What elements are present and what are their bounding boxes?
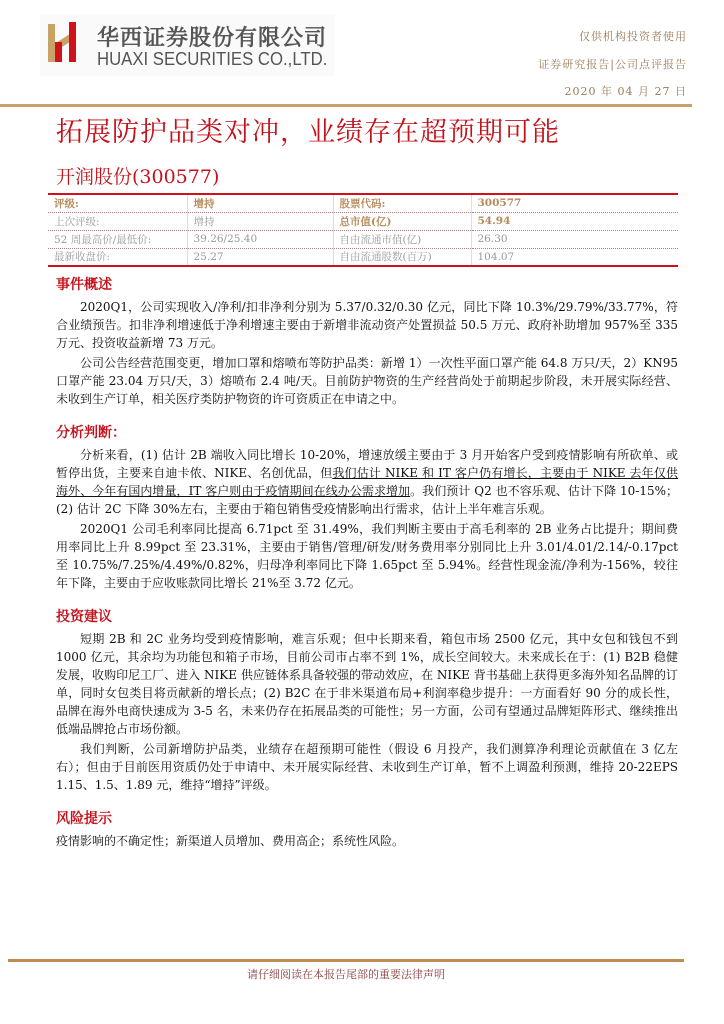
- section-heading: 分析判断：: [56, 425, 126, 441]
- value: 增持: [187, 212, 333, 230]
- section-event: [56, 276, 678, 408]
- label: 股票代码:: [333, 194, 471, 212]
- label: 上次评级:: [48, 212, 187, 230]
- value: 300577: [471, 194, 678, 212]
- paragraph: 2020Q1 公司毛利率同比提高 6.71pct 至 31.49%，我们判断主要由于高毛利率的 2B 业务占比提升；期间费用率同比上升 8.99pct 至 23.31%，主要由于销售/管理/研发/财务费用率分别同比上升 3.01/4.01/2.14/-0.17pct 至 10.75%/7.25%/4.49%/0.82%，归母净利率同比下降 1.65pct 至 5.94%。经营性现金流/净利为-156%，较往年下降，主要由于应收账款同比增长 21%至 3.72 亿元。: [56, 522, 678, 590]
- section-heading: 投资建议: [56, 609, 112, 625]
- report-type: 证券研究报告|公司点评报告: [538, 58, 687, 71]
- label: 52 周最高价/最低价:: [48, 230, 187, 248]
- value: 增持: [187, 194, 333, 212]
- stock-info-table: [48, 193, 678, 267]
- text: 分析来看，(1) 估计 2B 端收入同比增长 10-20%，增速放缓主要由于 3 月开始客户受到疫情影响有所砍单、或暂停出货，主要来自迪卡侬、NIKE、名创优品，但: [56, 448, 678, 480]
- label: 总市值(亿): [333, 212, 471, 230]
- section-heading: 事件概述: [56, 277, 112, 293]
- legal-notice: 请仔细阅读在本报告尾部的重要法律声明: [247, 968, 445, 981]
- label: 最新收盘价:: [54, 251, 111, 264]
- table-row: [48, 230, 678, 248]
- audience-notice: 仅供机构投资者使用: [579, 30, 687, 43]
- company-name-cn: 华西证券股份有限公司: [97, 26, 328, 51]
- label: 评级:: [48, 194, 187, 212]
- value: 39.26/25.40: [187, 230, 333, 248]
- huaxi-logo-icon: [48, 22, 76, 62]
- header-divider: [0, 104, 692, 107]
- table-row: [48, 194, 678, 212]
- section-risk: [56, 810, 678, 850]
- value: 104.07: [471, 248, 678, 266]
- report-title: 拓展防护品类对冲，业绩存在超预期可能: [56, 117, 560, 148]
- label: 自由流通股数(百万): [333, 248, 471, 266]
- value: 25.27: [187, 248, 333, 266]
- underlined-text: 我们估计 NIKE 和 IT 客户仍有增长，主要由于 NIKE 去年仅供海外、今年有国内增量，IT 客户则由于疫情期间在线办公需求增加: [56, 466, 679, 498]
- paragraph: 短期 2B 和 2C 业务均受到疫情影响，难言乐观；但中长期来看，箱包市场 2500 亿元，其中女包和钱包不到 1000 亿元，其余均为功能包和箱子市场，目前公司市占率不到 1%，成长空间较大。未来成长在于：(1) B2B 稳健发展，收购印尼工厂、进入 NIKE 供应链体系具备较强的带动效应，在 NIKE 背书基础上获得更多海外知名品牌的订单，同时女包类目将贡献新的增长点；(2) B2C 在于非米渠道布局+利润率稳步提升：一方面看好 90 分的成长性，品牌在海外电商快速成为 3-5 名，未来仍存在拓展品类的可能性；另一方面，公司有望通过品牌矩阵形式、继续推出低端品牌抢占市场份额。: [56, 632, 678, 736]
- company-logo: [40, 14, 335, 76]
- stock-name: 开润股份(300577): [56, 166, 220, 188]
- company-name-en: HUAXI SECURITIES CO.,LTD.: [97, 49, 328, 69]
- paragraph: 2020Q1，公司实现收入/净利/扣非净利分别为 5.37/0.32/0.30 亿元，同比下降 10.3%/29.79%/33.77%，符合业绩预告。扣非净利增速低于净利增速主要由于新增非流动资产处置损益 50.5 万元、政府补助增加 957%至 335 万元、投资收益新增 73 万元。: [56, 300, 678, 350]
- section-heading: 风险提示: [56, 811, 112, 827]
- label: 自由流通市值(亿): [333, 230, 471, 248]
- section-investment: [56, 608, 678, 794]
- paragraph: 我们判断，公司新增防护品类，业绩存在超预期可能性（假设 6 月投产，我们测算净利理论贡献值在 3 亿左右）；但由于目前医用资质仍处于申请中、未开展实际经营、未收到生产订单，暂不上调盈利预测，维持 20-22EPS 1.15、1.5、1.89 元，维持“增持”评级。: [56, 742, 678, 792]
- footer-divider: [8, 959, 684, 962]
- value: 26.30: [471, 230, 678, 248]
- report-body: [56, 276, 678, 866]
- paragraph: 疫情影响的不确定性；新渠道人员增加、费用高企；系统性风险。: [56, 834, 405, 848]
- table-row: [48, 248, 678, 266]
- table-row: [48, 212, 678, 230]
- paragraph: [56, 446, 678, 518]
- section-analysis: [56, 424, 678, 592]
- text: 。我们预计 Q2 也不容乐观、估计下降 10-15%；(2) 估计 2C 下降 30%左右，主要由于箱包销售受疫情影响出行需求，估计上半年难言乐观。: [56, 484, 679, 516]
- value: 54.94: [471, 212, 678, 230]
- report-date: 2020 年 04 月 27 日: [564, 85, 687, 98]
- paragraph: 公司公告经营范围变更，增加口罩和熔喷布等防护品类：新增 1）一次性平面口罩产能 64.8 万只/天，2）KN95 口罩产能 23.04 万只/天，3）熔喷布 2.4 吨/天。目前防护物资的生产经营尚处于前期起步阶段，未开展实际经营、未收到生产订单，相关医疗类防护物资的许可资质正在申请之中。: [56, 356, 678, 406]
